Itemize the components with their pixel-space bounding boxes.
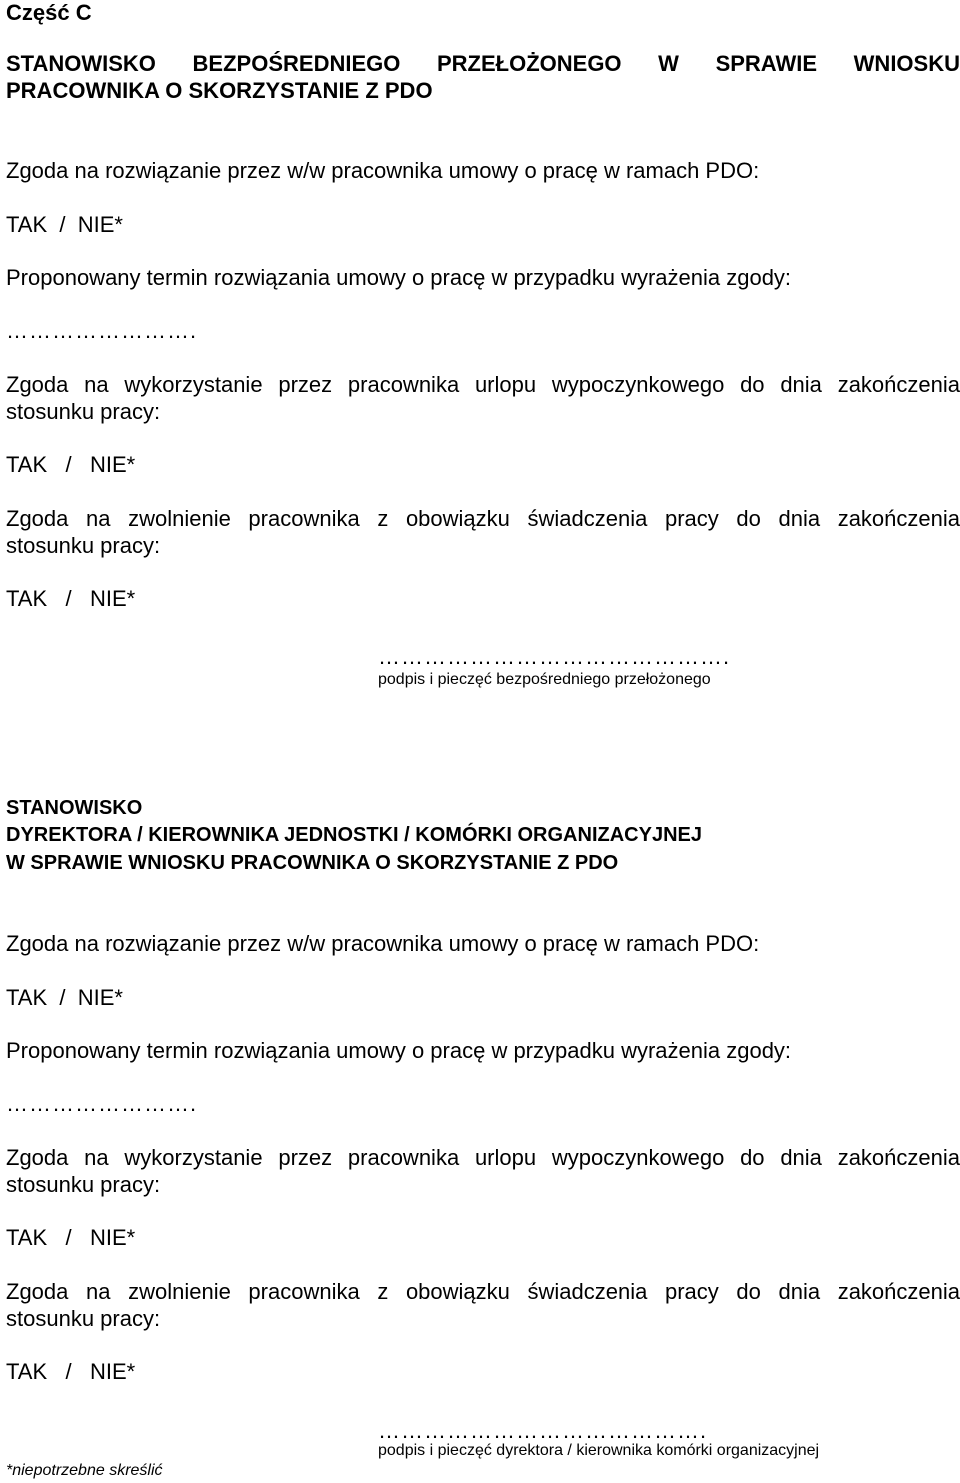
section1-answer-leave: TAK / NIE* <box>6 452 136 477</box>
section2-question-proposed-date: Proponowany termin rozwiązania umowy o pracę w przypadku wyrażenia zgody: <box>6 1038 792 1063</box>
section2-date-placeholder: ……………………. <box>6 1091 198 1116</box>
section2-answer-leave: TAK / NIE* <box>6 1225 136 1250</box>
section1-question-leave-line1: Zgoda na wykorzystanie przez pracownika urlopu wypoczynkowego do dnia zakończenia <box>6 372 960 397</box>
section1-answer-release: TAK / NIE* <box>6 586 136 611</box>
section2-question-release-line2: stosunku pracy: <box>6 1306 161 1331</box>
section2-question-leave-line2: stosunku pracy: <box>6 1172 161 1197</box>
section1-question-release-line1: Zgoda na zwolnienie pracownika z obowiązku świadczenia pracy do dnia zakończenia <box>6 506 960 531</box>
section1-question-proposed-date: Proponowany termin rozwiązania umowy o pracę w przypadku wyrażenia zgody: <box>6 265 792 290</box>
section1-signature-line: ………………………………………. <box>378 644 731 669</box>
section1-heading-line1: STANOWISKO BEZPOŚREDNIEGO PRZEŁOŻONEGO W SPRAWIE WNIOSKU <box>6 51 960 76</box>
section2-question-release-line1: Zgoda na zwolnienie pracownika z obowiązku świadczenia pracy do dnia zakończenia <box>6 1279 960 1304</box>
section2-heading-line3: W SPRAWIE WNIOSKU PRACOWNIKA O SKORZYSTANIE Z PDO <box>6 852 619 874</box>
section2-heading-line1: STANOWISKO <box>6 797 143 819</box>
section1-signature-caption: podpis i pieczęć bezpośredniego przełożonego <box>378 671 711 688</box>
section2-question-termination: Zgoda na rozwiązanie przez w/w pracownika umowy o pracę w ramach PDO: <box>6 931 760 956</box>
section2-question-leave-line1: Zgoda na wykorzystanie przez pracownika urlopu wypoczynkowego do dnia zakończenia <box>6 1145 960 1170</box>
section2-answer-termination: TAK / NIE* <box>6 985 123 1010</box>
part-title: Część C <box>6 0 92 25</box>
section1-question-leave-line2: stosunku pracy: <box>6 399 161 424</box>
section2-signature-caption: podpis i pieczęć dyrektora / kierownika komórki organizacyjnej <box>378 1442 820 1459</box>
section1-question-release-line2: stosunku pracy: <box>6 533 161 558</box>
section1-question-termination: Zgoda na rozwiązanie przez w/w pracownika umowy o pracę w ramach PDO: <box>6 158 760 183</box>
section1-date-placeholder: ……………………. <box>6 318 198 343</box>
section1-answer-termination: TAK / NIE* <box>6 212 123 237</box>
section2-signature-line: ……………………………………. <box>378 1418 708 1443</box>
section1-heading-line2: PRACOWNIKA O SKORZYSTANIE Z PDO <box>6 78 433 103</box>
section2-heading-line2: DYREKTORA / KIEROWNIKA JEDNOSTKI / KOMÓRKI ORGANIZACYJNEJ <box>6 824 702 846</box>
section2-answer-release: TAK / NIE* <box>6 1359 136 1384</box>
footnote: *niepotrzebne skreślić <box>6 1462 163 1479</box>
